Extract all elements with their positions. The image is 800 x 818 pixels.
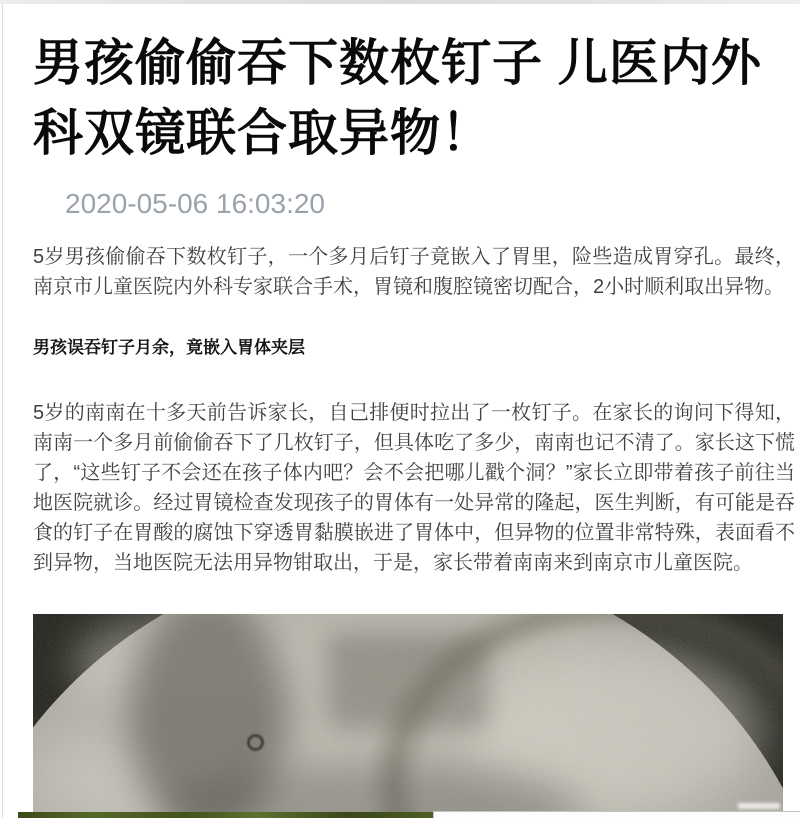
top-edge-bar [0, 0, 800, 4]
publish-timestamp: 2020-05-06 16:03:20 [65, 188, 325, 219]
section-subheading: 男孩误吞钉子月余，竟嵌入胃体夹层 [33, 338, 305, 357]
article-title: 男孩偷偷吞下数枚钉子 儿医内外科双镜联合取异物！ [33, 35, 762, 161]
next-image-white-panel [433, 811, 800, 818]
film-grain-overlay [33, 614, 783, 812]
body-paragraph: 5岁的南南在十多天前告诉家长，自己排便时拉出了一枚钉子。在家长的询问下得知，南南一个多月前偷偷吞下了几枚钉子，但具体吃了多少，南南也记不清了。家长这下慌了，“这些钉子不会还在孩子体内吧？会不会把哪儿戳个洞？”家长立即带着孩子前往当地医院就诊。经过胃镜检查发现孩子的胃体有一处异常的隆起，医生判断，有可能是吞食的钉子在胃酸的腐蚀下穿透胃黏膜嵌进了胃体中，但异物的位置非常特殊，表面看不到异物，当地医院无法用异物钳取出，于是，家长带着南南来到南京市儿童医院。 [33, 402, 795, 574]
lead-paragraph: 5岁男孩偷偷吞下数枚钉子，一个多月后钉子竟嵌入了胃里，险些造成胃穿孔。最终，南京市儿童医院内外科专家联合手术，胃镜和腹腔镜密切配合，2小时顺利取出异物。 [33, 246, 795, 298]
watermark-smudge [738, 803, 780, 809]
endoscopic-stomach-photo [33, 614, 783, 812]
left-border-line [2, 3, 3, 818]
next-image-green-strip [18, 812, 433, 818]
